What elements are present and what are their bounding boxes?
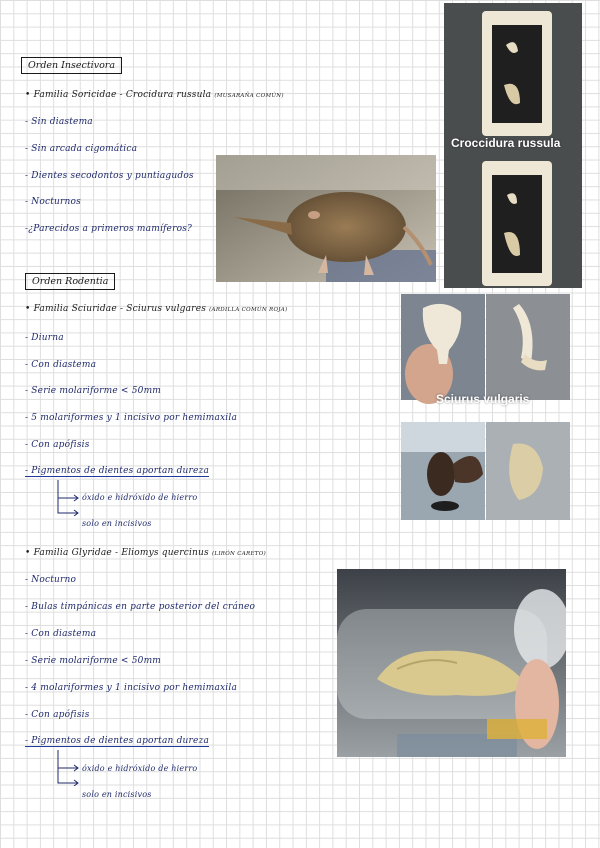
s2-bullet-4: - 5 molariformes y 1 incisivo por hemimaxila [25,413,238,423]
shrew-photo [216,155,436,282]
s1-bullet-1: - Sin diastema [25,117,93,127]
family-glyridae-common: (LIRÓN CARETO) [211,551,266,557]
family-soricidae-name: • Familia Soricidae - Crocidura russula [25,90,212,100]
s1-bullet-5: -¿Parecidos a primeros mamíferos? [25,224,193,234]
s2-arrow-connector [30,480,80,516]
s3-bullet-7: - Pigmentos de dientes aportan dureza [25,736,210,746]
family-sciuridae-common: (ARDILLA COMÚN ROJA) [209,307,288,313]
s1-bullet-2: - Sin arcada cigomática [25,144,138,154]
sciurus-photo-grid [401,294,570,520]
s3-bullet-3: - Con diastema [25,629,97,639]
family-glyridae-line [25,548,266,558]
s2-arrow-item-1: óxido e hidróxido de hierro [82,493,198,502]
family-soricidae-common: (MUSARAÑA COMÚN) [214,93,284,99]
family-sciuridae-name: • Familia Sciuridae - Sciurus vulgares [25,304,207,314]
eliomys-skull-photo [337,569,566,757]
s3-bullet-2: - Bulas timpánicas en parte posterior del cráneo [25,602,256,612]
croccidura-label: Croccidura russula [451,136,561,150]
sciurus-label: Sciurus vulgaris [436,392,530,406]
s3-bullet-1: - Nocturno [25,575,77,585]
s3-bullet-6: - Con apófisis [25,710,90,720]
order-rodentia-title: Orden Rodentia [25,273,115,290]
s3-bullet-5: - 4 molariformes y 1 incisivo por hemimaxila [25,683,238,693]
s3-arrow-connector [30,750,80,786]
s3-bullet-4: - Serie molariforme < 50mm [25,656,162,666]
family-sciuridae-line [25,304,288,314]
s3-arrow-item-2: solo en incisivos [82,790,152,799]
s1-bullet-4: - Nocturnos [25,197,81,207]
s3-arrow-item-1: óxido e hidróxido de hierro [82,764,198,773]
s1-bullet-3: - Dientes secodontos y puntiagudos [25,171,194,181]
s2-bullet-1: - Diurna [25,333,64,343]
s2-arrow-item-2: solo en incisivos [82,519,152,528]
s2-bullet-2: - Con diastema [25,360,97,370]
s2-bullet-6: - Pigmentos de dientes aportan dureza [25,466,210,476]
family-soricidae-line [25,90,284,100]
s2-bullet-3: - Serie molariforme < 50mm [25,386,162,396]
order-insectivora-title: Orden Insectivora [21,57,122,74]
family-glyridae-name: • Familia Glyridae - Eliomys quercinus [25,548,209,558]
s2-bullet-5: - Con apófisis [25,440,90,450]
